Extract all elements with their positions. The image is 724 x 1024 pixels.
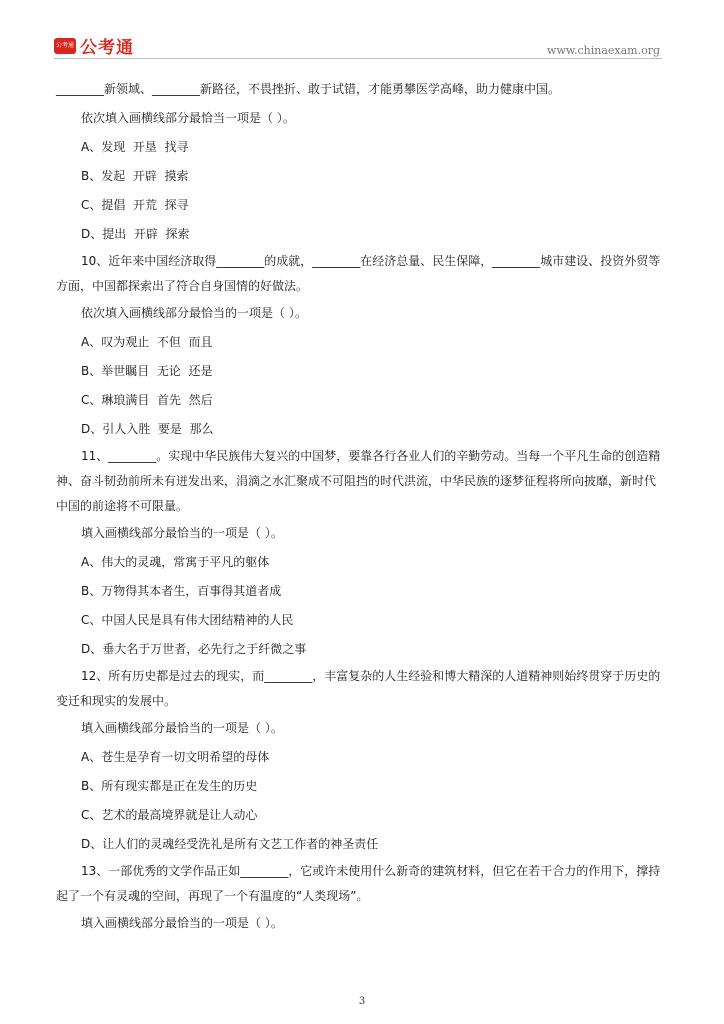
text-line: B、所有现实都是正在发生的历史 xyxy=(81,779,258,793)
text-line: 依次填入画横线部分最恰当一项是（ ）。 xyxy=(81,111,295,125)
text-line: D、引人入胜 要是 那么 xyxy=(81,422,214,436)
page-number: 3 xyxy=(358,996,366,1007)
text-line: 11、________。实现中华民族伟大复兴的中国梦，要靠各行各业人们的辛勤劳动。当每一个平凡生命的创造精神、奋斗韧劲前所未有迸发出来，涓滴之水汇聚成不可阻挡的时代洪流，中华民族的逐梦征程将所向披靡，新时代中国的前途将不可限量。 xyxy=(56,449,661,513)
text-line: 填入画横线部分最恰当的一项是（ ）。 xyxy=(81,916,283,930)
text-line: 填入画横线部分最恰当的一项是（ ）。 xyxy=(81,721,283,735)
text-line: A、苍生是孕育一切文明希望的母体 xyxy=(81,750,270,764)
text-line: C、中国人民是具有伟大团结精神的人民 xyxy=(81,613,294,627)
text-line: D、提出 开辟 探索 xyxy=(81,227,190,241)
text-line: B、举世瞩目 无论 还是 xyxy=(81,364,213,378)
text-line: A、发现 开垦 找寻 xyxy=(81,140,189,154)
text-line: C、艺术的最高境界就是让人动心 xyxy=(81,808,258,822)
text-line: 12、所有历史都是过去的现实，而________，丰富复杂的人生经验和博大精深的人道精神则始终贯穿于历史的变迁和现实的发展中。 xyxy=(56,669,661,708)
text-line: A、叹为观止 不但 而且 xyxy=(81,335,213,349)
brand-logo xyxy=(54,33,134,58)
logo-badge-icon: 公考通 xyxy=(54,38,76,54)
text-line: 依次填入画横线部分最恰当的一项是（ ）。 xyxy=(81,306,307,320)
text-line: C、提倡 开荒 探寻 xyxy=(81,198,189,212)
text-line: ________新领域、________新路径，不畏挫折、敢于试错，才能勇攀医学高峰，助力健康中国。 xyxy=(56,82,561,96)
text-line: 10、近年来中国经济取得________的成就，________在经济总量、民生保障，________城市建设、投资外贸等方面，中国都探索出了符合自身国情的好做法。 xyxy=(56,254,661,293)
header-divider xyxy=(54,58,662,59)
text-line: D、垂大名于万世者，必先行之于纤微之事 xyxy=(81,642,307,656)
logo-text: 公考通 xyxy=(80,38,134,58)
text-line: 填入画横线部分最恰当的一项是（ ）。 xyxy=(81,526,283,540)
site-url: www.chinaexam.org xyxy=(547,44,660,57)
document-body xyxy=(56,75,666,938)
text-line: D、让人们的灵魂经受洗礼是所有文艺工作者的神圣责任 xyxy=(81,837,379,851)
text-line: B、发起 开辟 摸索 xyxy=(81,169,189,183)
text-line: B、万物得其本者生，百事得其道者成 xyxy=(81,584,282,598)
page-header xyxy=(0,0,724,60)
text-line: C、琳琅满目 首先 然后 xyxy=(81,393,213,407)
text-line: 13、一部优秀的文学作品正如________，它或许未使用什么新奇的建筑材料，但它在若干合力的作用下，撑持起了一个有灵魂的空间，再现了一个有温度的“人类现场”。 xyxy=(56,864,661,903)
text-line: A、伟大的灵魂，常寓于平凡的躯体 xyxy=(81,555,270,569)
